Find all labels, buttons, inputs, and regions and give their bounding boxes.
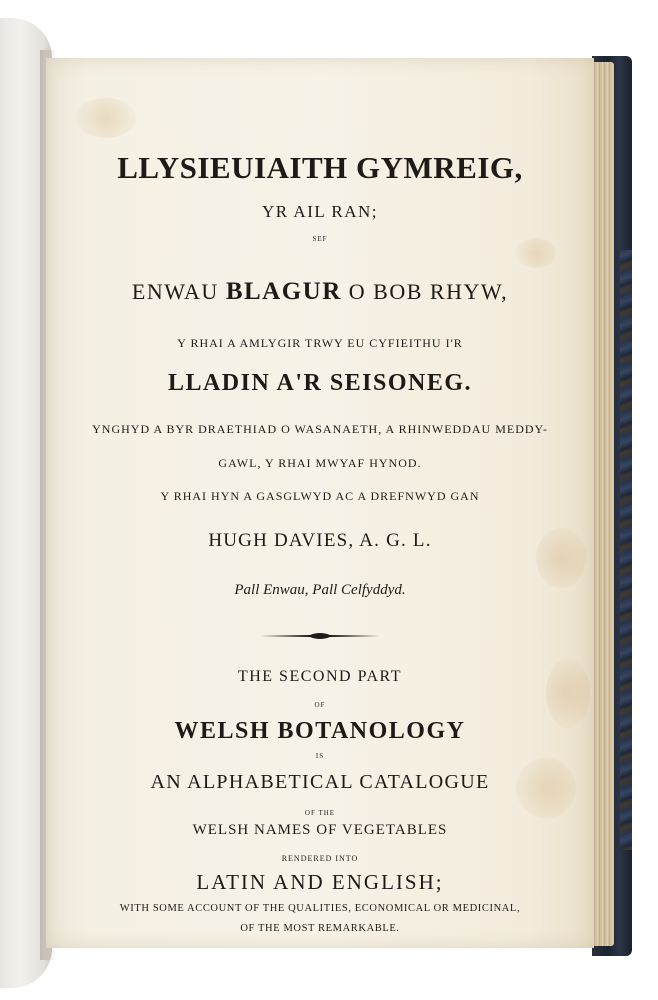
account-welsh-line-1: YNGHYD A BYR DRAETHIAD O WASANAETH, A RHINWEDDAU MEDDY- xyxy=(92,422,548,436)
enwau-prefix: ENWAU xyxy=(131,279,219,304)
title-page xyxy=(46,58,594,948)
sef-text: SEF xyxy=(312,235,328,243)
of-text: OF xyxy=(314,701,326,709)
rendered-into-text: RENDERED INTO xyxy=(281,854,359,863)
work-english: WELSH BOTANOLOGY xyxy=(174,718,466,744)
foxing-spot xyxy=(76,98,136,138)
author-name: HUGH DAVIES, A. G. L. xyxy=(208,530,432,551)
enwau-bold: BLAGUR xyxy=(225,278,342,305)
account-english-line-2: OF THE MOST REMARKABLE. xyxy=(240,923,400,934)
ornamental-rule xyxy=(260,630,380,642)
marbled-board xyxy=(620,250,632,850)
of-the-text: OF THE xyxy=(304,809,336,817)
motto: Pall Enwau, Pall Celfyddyd. xyxy=(234,582,406,598)
rendered-welsh: Y RHAI A AMLYGIR TRWY EU CYFIEITHU I'R xyxy=(177,336,463,350)
languages-english: LATIN AND ENGLISH; xyxy=(196,870,444,894)
main-title: LLYSIEUIAITH GYMREIG, xyxy=(117,150,523,185)
account-welsh-line-2: GAWL, Y RHAI MWYAF HYNOD. xyxy=(218,456,422,470)
part-english: THE SECOND PART xyxy=(237,668,403,685)
account-english-line-1: WITH SOME ACCOUNT OF THE QUALITIES, ECONOMICAL OR MEDICINAL, xyxy=(119,903,521,914)
collected-welsh: Y RHAI HYN A GASGLWYD AC A DREFNWYD GAN xyxy=(160,489,480,503)
part-welsh: YR AIL RAN; xyxy=(262,202,378,221)
enwau-line xyxy=(46,278,594,306)
enwau-suffix: O BOB RHYW, xyxy=(348,279,509,304)
names-text: WELSH NAMES OF VEGETABLES xyxy=(192,822,448,838)
is-text: IS xyxy=(315,752,325,760)
languages-welsh: LLADIN A'R SEISONEG. xyxy=(167,370,473,396)
catalogue-text: AN ALPHABETICAL CATALOGUE xyxy=(150,771,490,793)
